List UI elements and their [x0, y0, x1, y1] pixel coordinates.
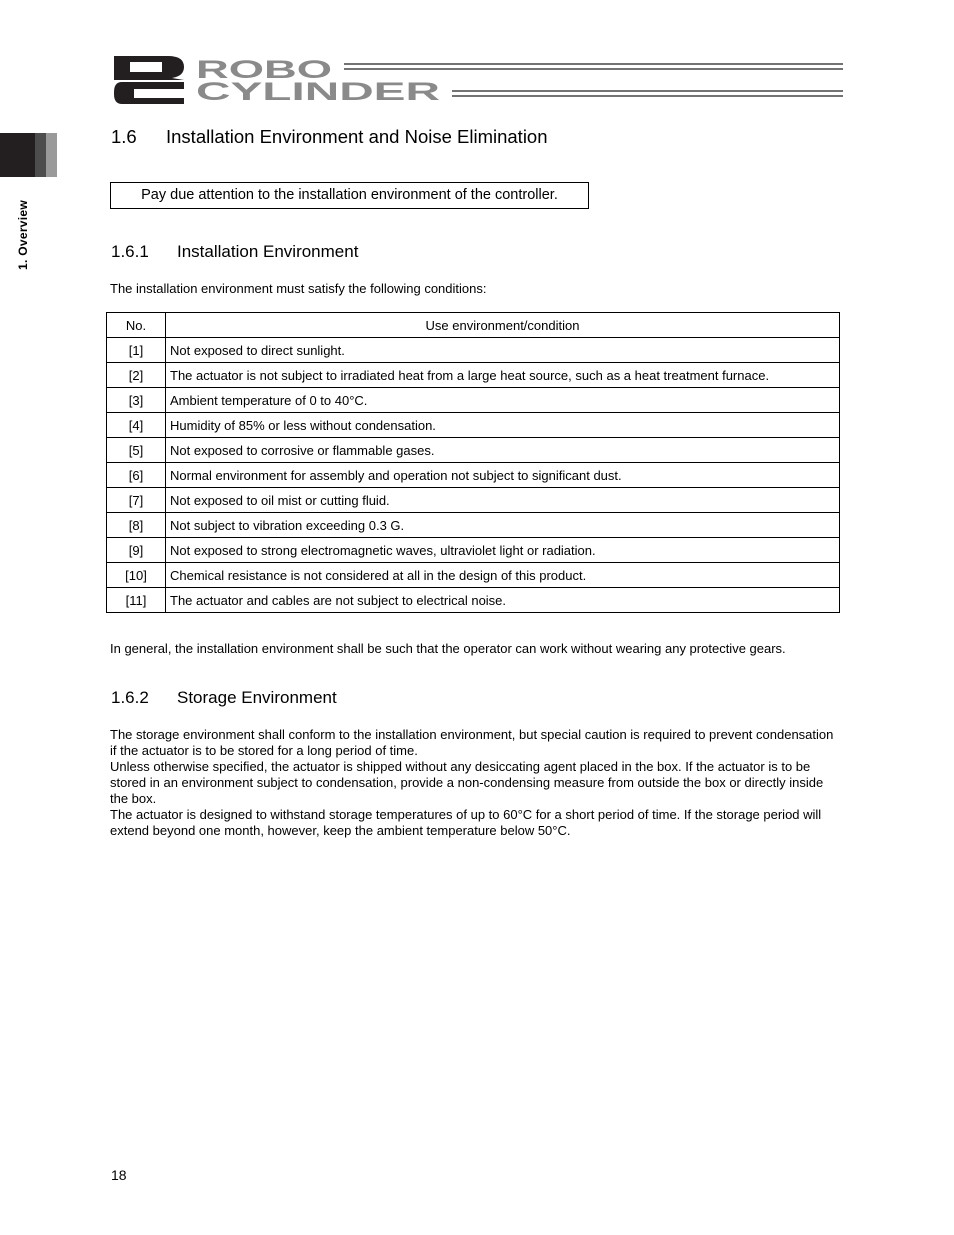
subsection-title: Storage Environment	[177, 688, 337, 707]
subsection-heading-storage	[111, 688, 337, 708]
general-note: In general, the installation environment shall be such that the operator can work without wearing any protective gears.	[110, 641, 786, 656]
table-row	[107, 388, 840, 413]
chapter-tab-mid	[35, 133, 46, 177]
row-no: [8]	[107, 513, 166, 538]
section-number: 1.6	[111, 126, 137, 147]
row-no: [7]	[107, 488, 166, 513]
row-condition: Humidity of 85% or less without condensation.	[166, 413, 840, 438]
storage-paragraph: The actuator is designed to withstand storage temperatures of up to 60°C for a short period of time. If the storage period will extend beyond one month, however, keep the ambient temperature below 50°C.	[110, 807, 822, 838]
row-no: [5]	[107, 438, 166, 463]
row-no: [2]	[107, 363, 166, 388]
section-title: Installation Environment and Noise Elimination	[166, 126, 548, 147]
subsection-title: Installation Environment	[177, 242, 359, 261]
row-no: [1]	[107, 338, 166, 363]
storage-paragraph: The storage environment shall conform to the installation environment, but special caution is required to prevent condensation if the actuator is to be stored for a long period of time.	[110, 727, 834, 758]
header-no: No.	[107, 313, 166, 338]
row-condition: Normal environment for assembly and operation not subject to significant dust.	[166, 463, 840, 488]
table-row	[107, 463, 840, 488]
table-row	[107, 363, 840, 388]
row-no: [9]	[107, 538, 166, 563]
logo-graphic	[112, 54, 852, 106]
table-row	[107, 438, 840, 463]
logo-text-cylinder: CYLINDER	[196, 78, 440, 106]
chapter-tab-light	[46, 133, 57, 177]
table-header-row	[107, 313, 840, 338]
row-condition: The actuator is not subject to irradiated heat from a large heat source, such as a heat treatment furnace.	[166, 363, 840, 388]
robo-cylinder-logo	[112, 54, 852, 106]
table-row	[107, 338, 840, 363]
row-no: [11]	[107, 588, 166, 613]
table-row	[107, 413, 840, 438]
intro-text: The installation environment must satisfy the following conditions:	[110, 281, 487, 296]
table-row	[107, 588, 840, 613]
subsection-number: 1.6.1	[111, 242, 149, 261]
row-condition: Not exposed to direct sunlight.	[166, 338, 840, 363]
storage-text	[110, 727, 840, 839]
row-condition: Chemical resistance is not considered at all in the design of this product.	[166, 563, 840, 588]
environment-table	[106, 312, 840, 613]
header-condition: Use environment/condition	[166, 313, 840, 338]
row-no: [10]	[107, 563, 166, 588]
table-row	[107, 538, 840, 563]
row-condition: Not subject to vibration exceeding 0.3 G.	[166, 513, 840, 538]
chapter-side-label: 1. Overview	[16, 199, 30, 270]
chapter-tab-dark	[0, 133, 35, 177]
notice-box: Pay due attention to the installation environment of the controller.	[110, 182, 589, 209]
row-condition: Ambient temperature of 0 to 40°C.	[166, 388, 840, 413]
table-row	[107, 488, 840, 513]
subsection-heading-installation	[111, 242, 358, 262]
row-no: [6]	[107, 463, 166, 488]
page-number: 18	[111, 1167, 127, 1183]
logo-text-robo: ROBO	[196, 56, 332, 84]
row-condition: Not exposed to strong electromagnetic waves, ultraviolet light or radiation.	[166, 538, 840, 563]
row-condition: The actuator and cables are not subject to electrical noise.	[166, 588, 840, 613]
section-heading	[111, 126, 548, 148]
row-no: [4]	[107, 413, 166, 438]
row-condition: Not exposed to corrosive or flammable gases.	[166, 438, 840, 463]
subsection-number: 1.6.2	[111, 688, 149, 707]
storage-paragraph: Unless otherwise specified, the actuator is shipped without any desiccating agent placed in the box. If the actuator is to be stored in an environment subject to condensation, provide a non-condensing measure from outside the box or directly inside the box.	[110, 759, 824, 806]
row-no: [3]	[107, 388, 166, 413]
table-row	[107, 563, 840, 588]
row-condition: Not exposed to oil mist or cutting fluid.	[166, 488, 840, 513]
rc-mark	[114, 56, 184, 104]
table-row	[107, 513, 840, 538]
